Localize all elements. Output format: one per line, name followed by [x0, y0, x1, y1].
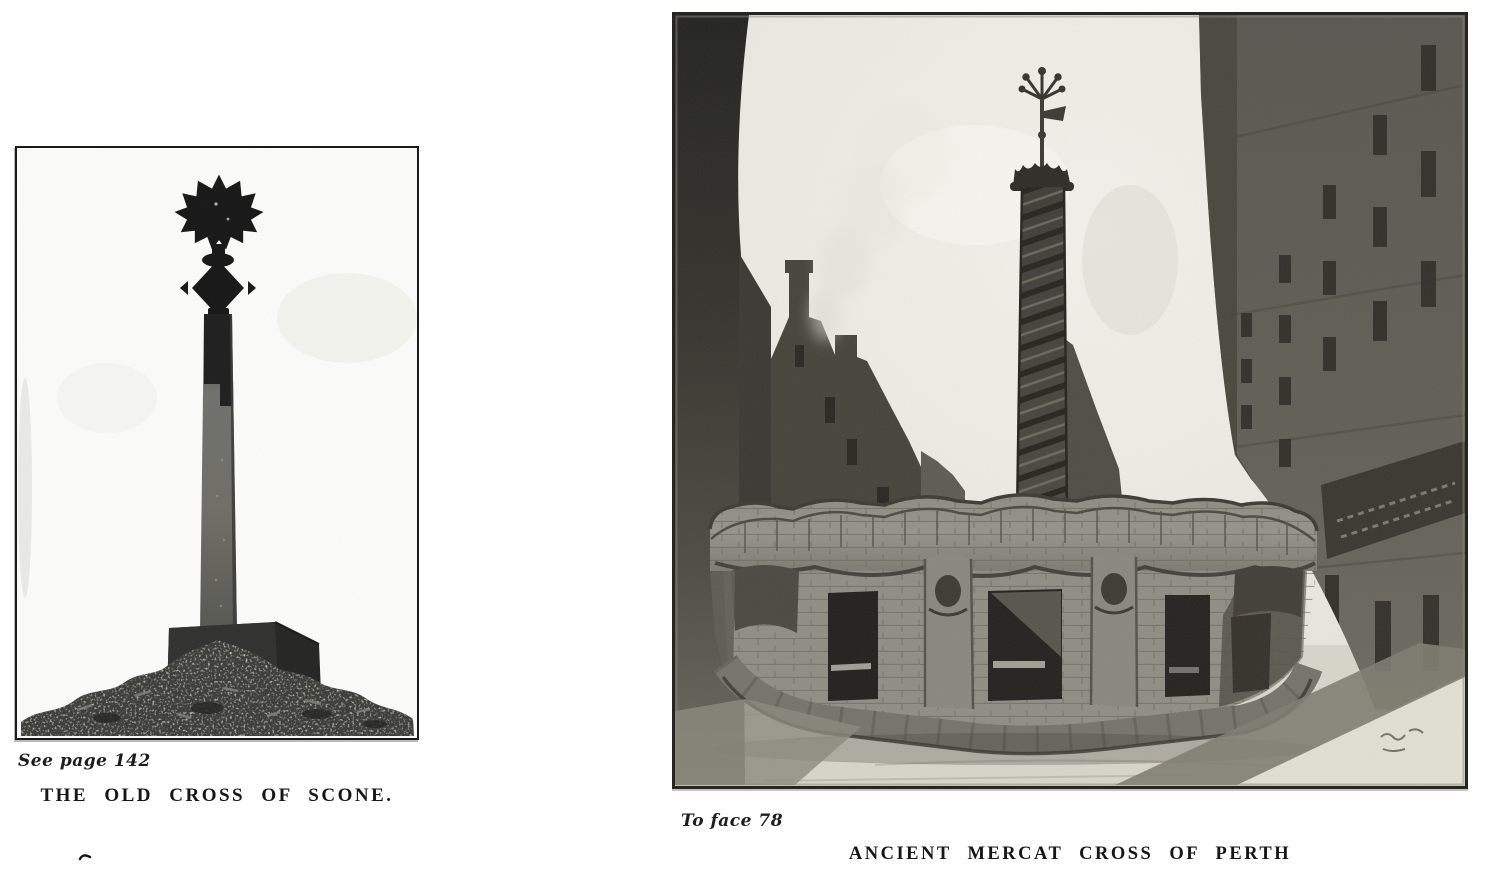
stray-ink-mark [78, 851, 92, 861]
plate-note-right: To face 78 [681, 811, 784, 831]
mercat-cross-of-perth-illustration [675, 15, 1465, 786]
scan-grain [675, 15, 1465, 786]
plate-frame-right [672, 12, 1468, 789]
plate-title-right: ANCIENT MERCAT CROSS OF PERTH [848, 844, 1292, 864]
plate-title-left: THE OLD CROSS OF SCONE. [40, 785, 394, 806]
scan-grain [17, 148, 417, 738]
plate-frame-left [15, 146, 419, 740]
old-cross-of-scone-illustration [17, 148, 417, 738]
plate-note-left: See page 142 [18, 751, 151, 771]
